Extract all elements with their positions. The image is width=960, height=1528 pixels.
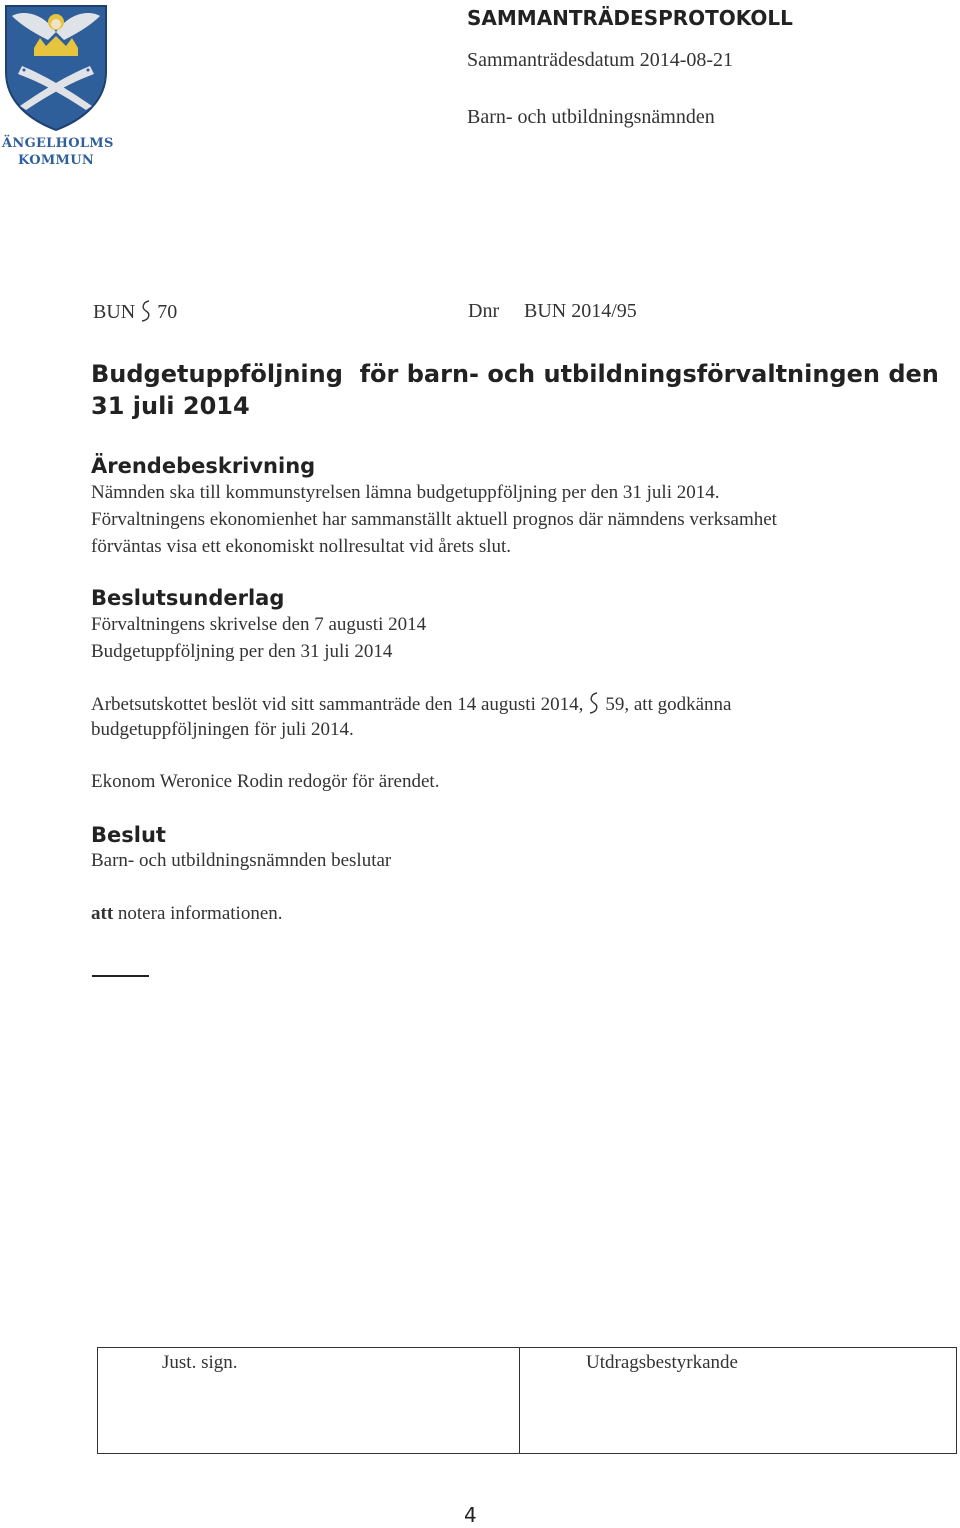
decision-text (91, 903, 283, 925)
just-sign-cell (98, 1348, 520, 1454)
section-sign-icon (587, 692, 601, 714)
case-prefix: BUN (93, 301, 136, 323)
item-title: Budgetuppföljning för barn- och utbildningsförvaltningen den 31 juli 2014 (91, 360, 948, 420)
decision-basis-item: Budgetuppföljning per den 31 juli 2014 (91, 641, 393, 662)
case-description-heading: Ärendebeskrivning (91, 454, 316, 478)
working-committee-text: Arbetsutskottet beslöt vid sitt sammanträde den 14 augusti 2014, (91, 694, 584, 715)
economist-statement: Ekonom Weronice Rodin redogör för ärendet. (91, 771, 440, 792)
decision-keyword: att (91, 903, 114, 924)
coat-of-arms-icon (2, 2, 110, 132)
meeting-date: Sammanträdesdatum 2014-08-21 (467, 49, 734, 71)
extract-certification-label: Utdragsbestyrkande (586, 1352, 738, 1373)
signature-box (97, 1347, 957, 1454)
case-reference (93, 300, 637, 324)
just-sign-label: Just. sign. (162, 1352, 238, 1373)
case-description-line: Förvaltningens ekonomienhet har sammanställt aktuell prognos där nämndens verksamhet (91, 509, 777, 530)
logo-name-line2: KOMMUN (17, 153, 95, 168)
decision-basis-heading: Beslutsunderlag (91, 586, 285, 610)
working-committee-line (91, 692, 731, 716)
extract-certification-cell (520, 1348, 957, 1454)
decision-intro: Barn- och utbildningsnämnden beslutar (91, 850, 392, 871)
section-end-rule (92, 975, 149, 977)
dnr-label: Dnr (468, 300, 500, 322)
page-number: 4 (464, 1503, 477, 1527)
municipality-logo (2, 2, 114, 170)
logo-name-line1: ÄNGELHOLMS (2, 136, 114, 151)
section-sign-icon (139, 300, 153, 322)
decision-body: notera informationen. (113, 903, 283, 924)
working-committee-line: budgetuppföljningen för juli 2014. (91, 719, 354, 740)
document-type-title: SAMMANTRÄDESPROTOKOLL (467, 6, 793, 30)
case-description-line: förväntas visa ett ekonomiskt nollresultat vid årets slut. (91, 536, 512, 557)
decision-heading: Beslut (91, 823, 166, 847)
decision-basis-item: Förvaltningens skrivelse den 7 augusti 2014 (91, 614, 427, 635)
case-description-line: Nämnden ska till kommunstyrelsen lämna budgetuppföljning per den 31 juli 2014. (91, 482, 720, 503)
working-committee-text: 59, att godkänna (605, 694, 732, 715)
dnr-value: BUN 2014/95 (524, 300, 637, 322)
board-name: Barn- och utbildningsnämnden (467, 106, 715, 128)
case-number: 70 (157, 301, 178, 323)
